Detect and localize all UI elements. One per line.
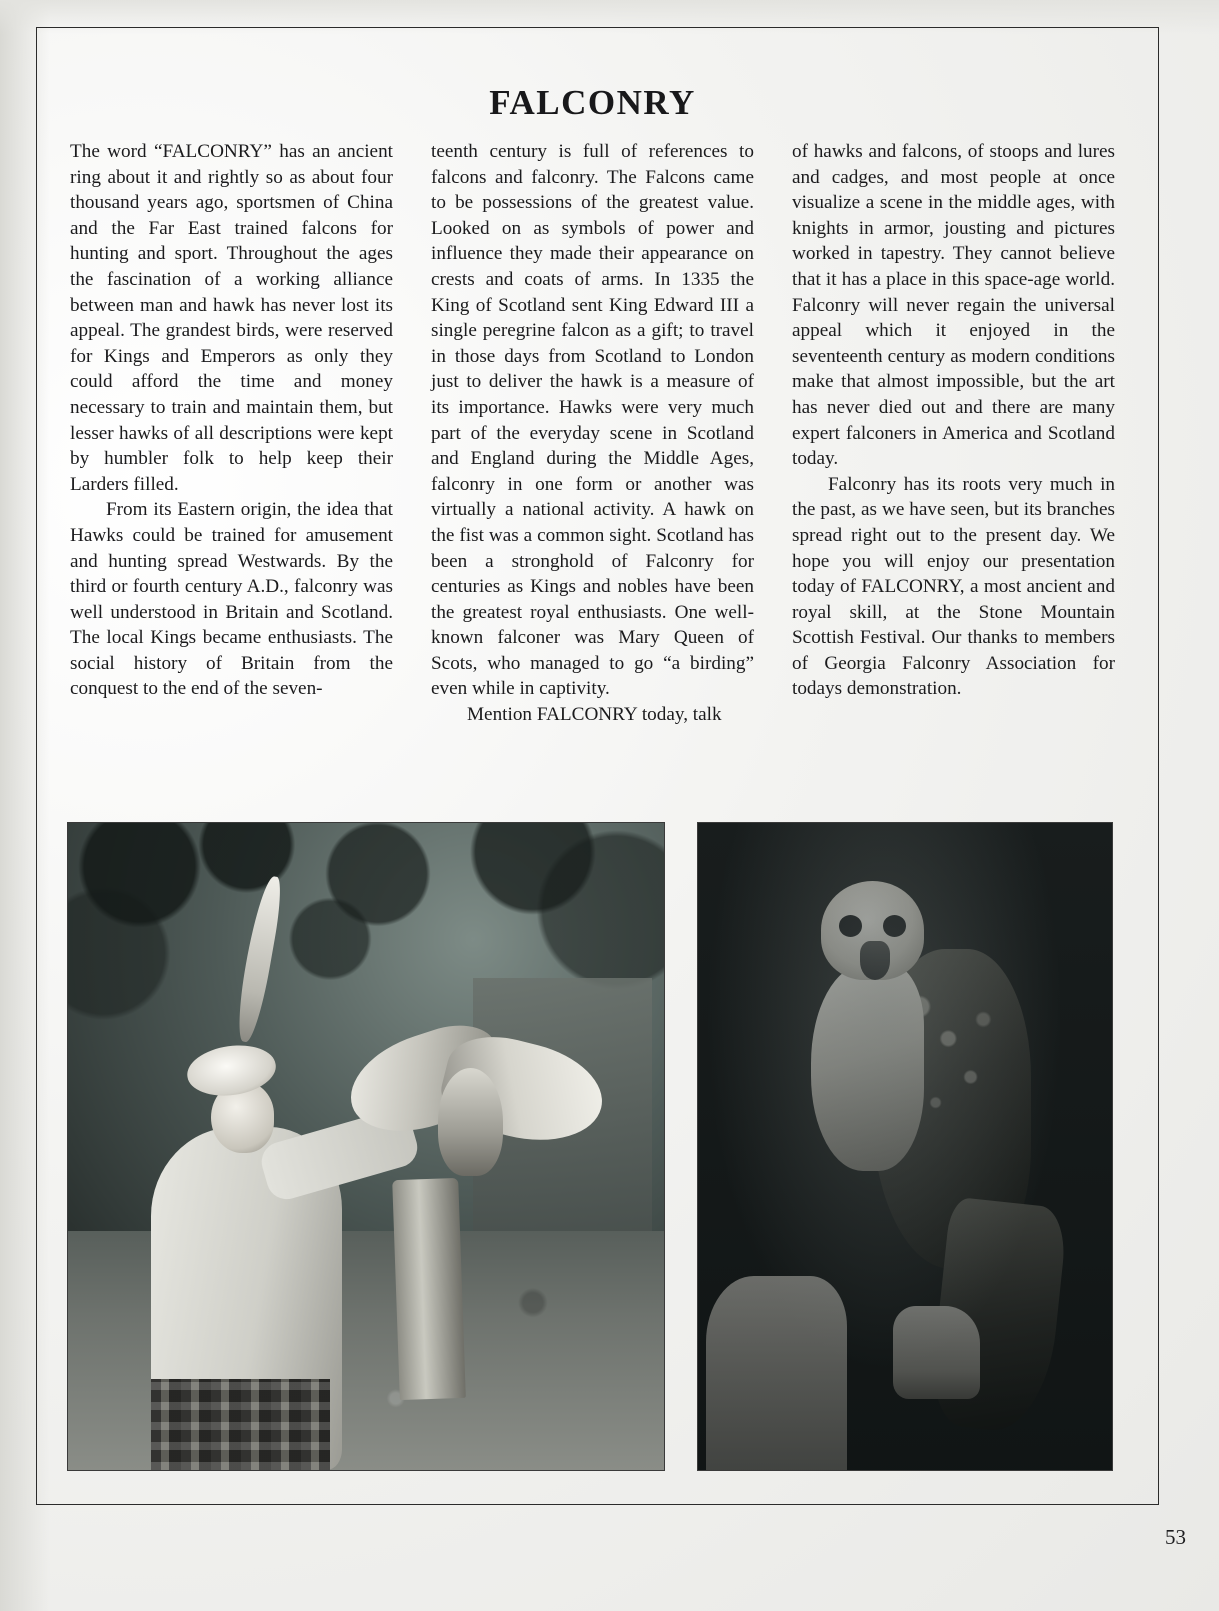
- page-number: 53: [1165, 1525, 1186, 1549]
- article-body: [70, 83, 1115, 728]
- column-1: [70, 139, 393, 728]
- text-columns: [70, 139, 1115, 728]
- hawk-body: [438, 1068, 503, 1176]
- tartan-kilt: [151, 1379, 330, 1470]
- column-3: [792, 139, 1115, 728]
- paragraph: Mention FALCONRY today, talk: [467, 704, 722, 726]
- hawk-with-spread-wings: [348, 998, 598, 1205]
- hawk-portrait-photo: [697, 822, 1113, 1471]
- paragraph: From its Eastern origin, the idea that Hawks could be trained for amusement and hunting spread Westwards. By the third or fourth century A.D., falconry was well understood in Britain and Scotland. The local Kings became enthusiasts. The social history of Britain from the conquest to the end of the seven-: [70, 499, 393, 700]
- photo-group: [0, 795, 1219, 1475]
- paragraph: Falconry has its roots very much in the past, as we have seen, but its branches spread right out to the present day. We hope you will enjoy our presentation today of FALCONRY, a most ancient and royal skill, at the Stone Mountain Scottish Festival. Our thanks to members of Georgia Falconry Association for todays demonstration.: [792, 473, 1115, 700]
- paragraph: teenth century is full of references to falcons and falconry. The Falcons came to be possessions of the greatest value. Looked on as symbols of power and influence they made their appearance on crests and coats of arms. In 1335 the King of Scotland sent King Edward III a single peregrine falcon as a gift; to travel in those days from Scotland to London just to deliver the hawk is a measure of its importance. Hawks were very much part of the everyday scene in Scotland and England during the Middle Ages, falconry in one form or another was virtually a national activity. A hawk on the fist was a common sight. Scotland has been a stronghold of Falconry for centuries as Kings and nobles have been the greatest royal enthusiasts. One well-known falconer was Mary Queen of Scots, who managed to go “a birding” even while in captivity.: [431, 141, 754, 700]
- column-2: [431, 139, 754, 728]
- page-title: FALCONRY: [489, 83, 696, 122]
- photo-vignette: [698, 823, 1112, 1470]
- tree-stump: [392, 1178, 465, 1400]
- paragraph: of hawks and falcons, of stoops and lures and cadges, and most people at once visualize a scene in the middle ages, with knights in armor, jousting and pictures worked in tapestry. They cannot believe that it has a place in this space-age world. Falconry will never regain the universal appeal which it enjoyed in the seventeenth century as modern conditions make that almost impossible, but the art has never died out and there are many expert falconers in America and Scotland today.: [792, 141, 1115, 470]
- paragraph: The word “FALCONRY” has an ancient ring about it and rightly so as about four thousand years ago, sportsmen of China and the Far East trained falcons for hunting and sport. Throughout the ages the fascination of a working alliance between man and hawk has never lost its appeal. The grandest birds, were reserved for Kings and Emperors as only they could afford the time and money necessary to train and maintain them, but lesser hawks of all descriptions were kept by humbler folk to help keep their Larders filled.: [70, 141, 393, 495]
- falconer-with-hawk-photo: [67, 822, 665, 1471]
